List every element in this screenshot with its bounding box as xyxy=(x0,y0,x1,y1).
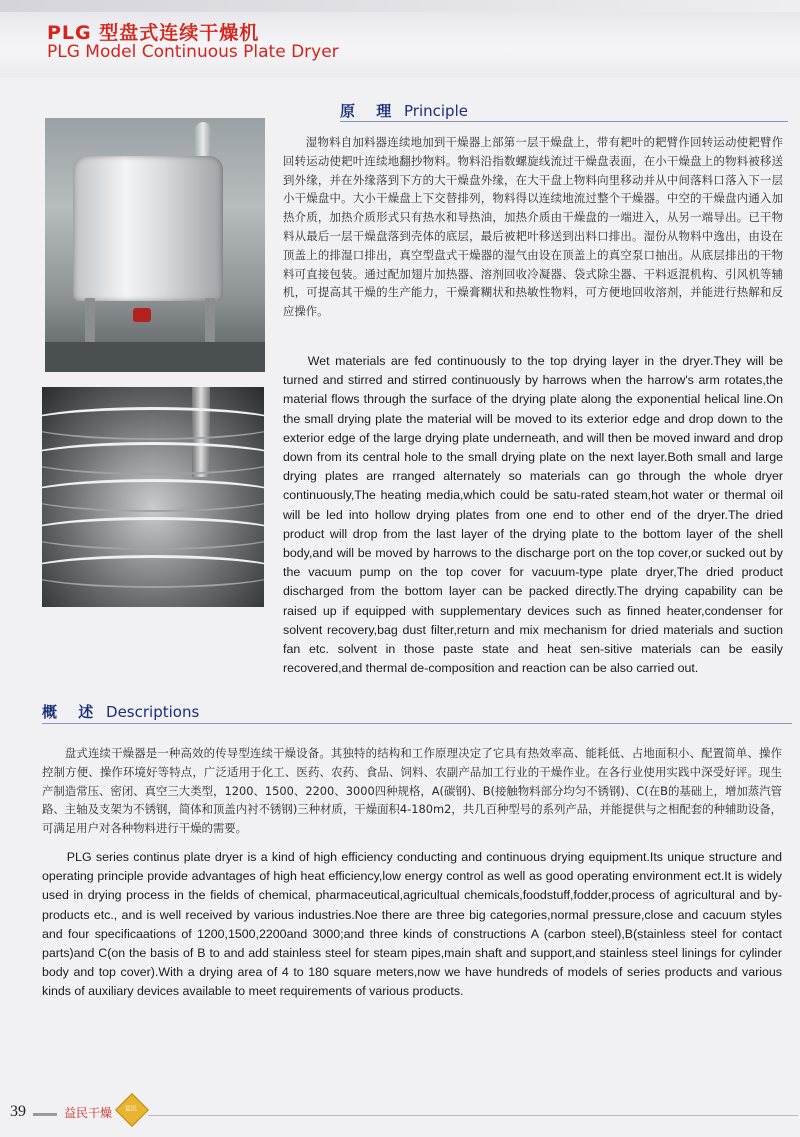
plate-shape xyxy=(42,442,264,475)
plate-shape xyxy=(42,517,264,550)
principle-heading xyxy=(340,100,468,121)
principle-heading-en: Principle xyxy=(404,102,468,120)
descriptions-body-cn: 盘式连续干燥器是一种高效的传导型连续干燥设备。其独特的结构和工作原理决定了它具有热效率高、能耗低、占地面积小、配置简单、操作控制方便、操作环境好等特点，广泛适用于化工、医药、农药、食品、饲料、农副产品加工行业的干燥作业。在各行业使用实践中深受好评。现生产制造常压、密闭、真空三大类型，1200、1500、2200、3000四种规格，A(碳钢)、B(接触物料部分均匀不锈钢)、C(在B的基础上，增加蒸汽管路、主轴及支架为不锈钢，简体和顶盖内衬不锈钢)三种材质，干燥面积4-180m2，共几百种型号的系列产品，并能提供与之相配套的种辅助设备，可满足用户对各种物料进行干燥的需要。 xyxy=(42,746,782,836)
page-number: 39 xyxy=(10,1103,26,1120)
principle-body-en: Wet materials are fed continuously to the top drying layer in the dryer.They will be turned and stirred and stirred continuously by harrows when the harrow's arm rotates,the material flows through the surface of the drying plate along the exponential helical line.On the small drying plate the material will be moved to its exterior edge and drop down to the exterior edge of the large drying plate underneath, and will then be moved inward and drop down from its central hole to the small drying plate on the next layer.Both small and large drying plates are rranged alternately so materials can go through the whole dryer continuously,The heating media,which could be satu-rated steam,hot water or thermal oil will be led into hollow drying plates from one end to other end of the dryer.The dried product will drop from the last layer of the drying plate to the bottom layer of the shell body,and will be moved by harrows to the discharge port on the top cover,or sucked out by the vacuum pump on the top cover for vacuum-type plate dryer,The dried product discharged from the bottom layer can be packed directly.The drying capability can be raised up if equipped with supplementary devices such as finned heater,condenser for solvent recovery,bag dust filter,return and mix mechanism for dried materials and suction fan etc. solvent in those paste state and heat sen-sitive materials can be easily recovered,and thermal de-composition and reaction can be also carried out. xyxy=(283,354,783,676)
descriptions-body-en: PLG series continus plate dryer is a kind of high efficiency conducting and continuous drying equipment.Its unique structure and operating principle provide advantages of high heat efficiency,low energy control as well as good operating environment ect.It is widely used in drying process in the fields of chemical, pharmaceutical,agricultual chemicals,foodstuff,fodder,process of agricultural and by-products etc., and is well received by various industries.Noe there are three big categories,normal pressure,close and cacuum styles and four specificaations of 1200,1500,2200and 3000;and three kinds of constructions A (carbon steel),B(stainless steel for contact parts)and C(on the basis of B to and add stainless steel for steam pipes,main shaft and support,and stainless steel linings for cylinder body and top cover).With a drying area of 4 to 180 square meters,now we have hundreds of models of series products and various kinds of auxiliary devices available to meet requirements of various products. xyxy=(42,850,782,999)
footer-dash xyxy=(33,1113,57,1116)
plate-shape xyxy=(42,407,264,440)
principle-body-cn: 湿物料自加料器连续地加到干燥器上部第一层干燥盘上，带有耙叶的耙臂作回转运动使耙臂作回转运动使耙叶连续地翻抄物料。物料沿指数螺旋线流过干燥盘表面，在小干燥盘上的物料被移送到外缘，并在外缘落到下方的大干燥盘外缘，在大干盘上物料向里移动并从中间落料口落入下一层小干燥盘中。大小干燥盘上下交替排列，物料得以连续地流过整个干燥器。中空的干燥盘内通入加热介质，加热介质形式只有热水和导热油，加热介质由干燥盘的一端进入，从另一端导出。已干物料从最后一层干燥盘落到壳体的底层，最后被耙叶移送到出料口排出。湿份从物料中逸出，由设在顶盖上的排湿口排出，真空型盘式干燥器的湿气由设在顶盖上的真空泵口抽出。从底层排出的干物料可直接包装。通过配加翅片加热器、溶剂回收冷凝器、袋式除尘器、干料返混机构、引风机等辅机，可提高其干燥的生产能力，干燥膏糊状和热敏性物料，可方便地回收溶剂，并能进行热解和反应操作。 xyxy=(283,135,783,319)
descriptions-heading-cn: 概 述 xyxy=(42,703,102,721)
brand-logo-icon xyxy=(115,1093,149,1127)
header-stripe xyxy=(0,0,800,12)
descriptions-heading-en: Descriptions xyxy=(106,703,200,721)
principle-rule xyxy=(340,121,788,122)
principle-heading-cn: 原 理 xyxy=(340,102,400,120)
page-header xyxy=(0,0,800,78)
footer-rule xyxy=(148,1115,798,1116)
valve-shape xyxy=(133,308,151,322)
dryer-interior-photo xyxy=(42,387,264,607)
plate-shape xyxy=(42,555,264,588)
descriptions-rule xyxy=(42,723,792,724)
tank-shape xyxy=(73,156,223,301)
dryer-exterior-photo xyxy=(45,118,265,372)
page-title-cn: PLG 型盘式连续干燥机 xyxy=(47,22,260,44)
page-title-en: PLG Model Continuous Plate Dryer xyxy=(47,42,339,62)
plate-shape xyxy=(42,479,264,512)
footer-brand: 益民干燥 xyxy=(64,1106,113,1120)
descriptions-heading xyxy=(42,701,199,722)
floor-shape xyxy=(45,342,265,372)
brand-logo-text: 益民 xyxy=(124,1105,137,1113)
